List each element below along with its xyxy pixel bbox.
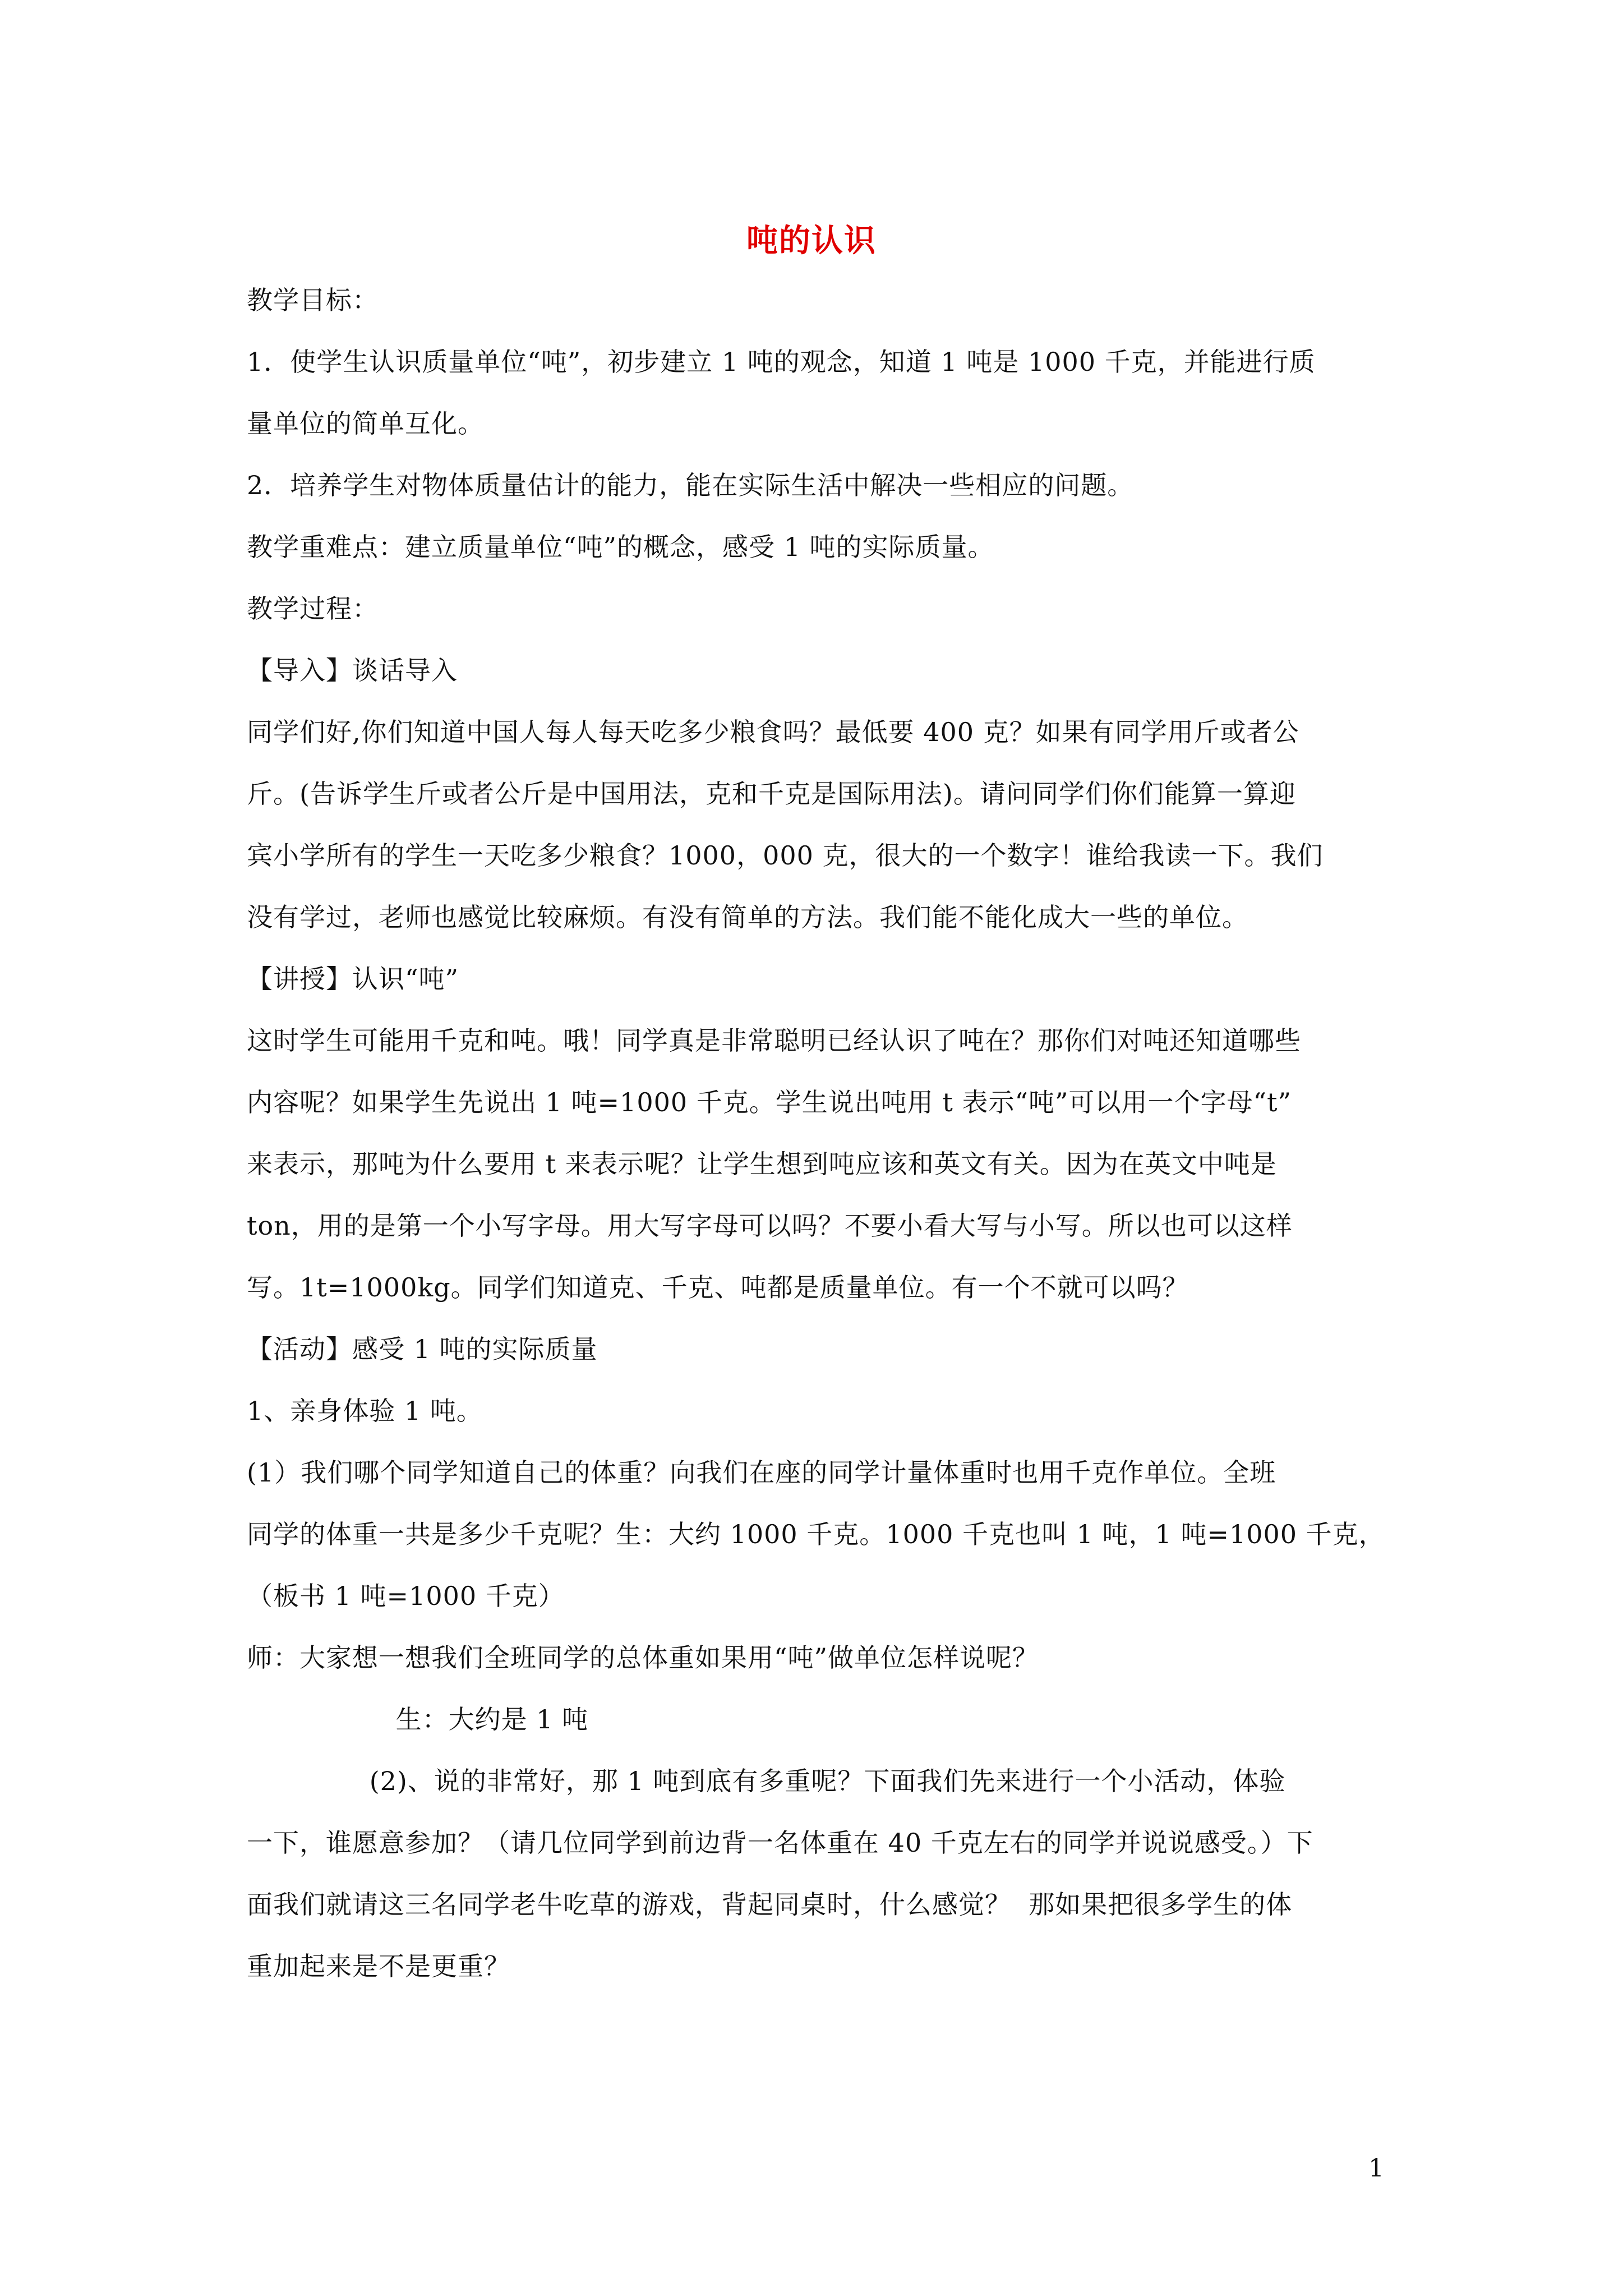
text-line: 同学们好,你们知道中国人每人每天吃多少粮食吗？最低要 400 克？如果有同学用斤或者公 [247,717,1299,747]
text-line: 教学过程： [247,593,379,624]
paragraph-objective-1 [247,331,1391,454]
paragraph-teacher-question [247,1627,1391,1688]
paragraph-intro-dialogue [247,701,1391,948]
text-line: 同学的体重一共是多少千克呢？生：大约 1000 千克。1000 千克也叫 1 吨，1 吨=1000 千克， [247,1519,1385,1549]
text-line: 1．使学生认识质量单位“吨”，初步建立 1 吨的观念，知道 1 吨是 1000 千克，并能进行质 [247,347,1316,377]
text-line: 1、亲身体验 1 吨。 [247,1396,483,1426]
text-line: 重加起来是不是更重？ [247,1951,510,1981]
document-title: 吨的认识 [746,222,877,259]
text-line: 生：大约是 1 吨 [247,1704,589,1734]
text-line: 一下，谁愿意参加？（请几位同学到前边背一名体重在 40 千克左右的同学并说说感受。）下 [247,1828,1313,1858]
section-heading-intro [247,639,1391,701]
text-line: 这时学生可能用千克和吨。哦！同学真是非常聪明已经认识了吨在？那你们对吨还知道哪些 [247,1025,1301,1056]
text-line: 教学重难点：建立质量单位“吨”的概念，感受 1 吨的实际质量。 [247,532,994,562]
text-line: (1）我们哪个同学知道自己的体重？向我们在座的同学计量体重时也用千克作单位。全班 [247,1457,1276,1488]
text-line: 教学目标： [247,285,379,315]
paragraph-objectives-heading [247,269,1391,331]
section-heading-teaching [247,948,1391,1010]
paragraph-key-difficulty [247,516,1391,578]
text-line: 量单位的简单互化。 [247,408,484,439]
text-line: 宾小学所有的学生一天吃多少粮食？1000，000 克，很大的一个数字！谁给我读一下。我们 [247,840,1324,871]
text-line: 师：大家想一想我们全班同学的总体重如果用“吨”做单位怎样说呢？ [247,1642,1039,1673]
text-line: 来表示，那吨为什么要用 t 来表示呢？让学生想到吨应该和英文有关。因为在英文中吨是 [247,1149,1277,1179]
paragraph-objective-2 [247,454,1391,516]
text-line: 【活动】感受 1 吨的实际质量 [247,1334,598,1364]
text-line: (2)、说的非常好，那 1 吨到底有多重呢？下面我们先来进行一个小活动，体验 [247,1766,1286,1796]
paragraph-process-heading [247,578,1391,639]
text-line: （板书 1 吨=1000 千克） [247,1581,565,1611]
page-number: 1 [1368,2154,1384,2183]
text-line: 面我们就请这三名同学老牛吃草的游戏，背起同桌时，什么感觉？ 那如果把很多学生的体 [247,1889,1293,1920]
text-line: 【导入】谈话导入 [247,655,458,685]
paragraph-student-answer [247,1688,1391,1750]
text-line: ton，用的是第一个小写字母。用大写字母可以吗？不要小看大写与小写。所以也可以这样 [247,1211,1293,1241]
text-line: 2．培养学生对物体质量估计的能力，能在实际生活中解决一些相应的问题。 [247,470,1134,500]
text-line: 内容呢？如果学生先说出 1 吨=1000 千克。学生说出吨用 t 表示“吨”可以用一个字母“t” [247,1087,1292,1117]
paragraph-activity-1-2 [247,1750,1391,1997]
paragraph-teaching-content [247,1010,1391,1318]
text-line: 【讲授】认识“吨” [247,964,459,994]
text-line: 没有学过，老师也感觉比较麻烦。有没有简单的方法。我们能不能化成大一些的单位。 [247,902,1248,932]
text-line: 斤。(告诉学生斤或者公斤是中国用法，克和千克是国际用法)。请问同学们你们能算一算迎 [247,779,1296,809]
paragraph-activity-1 [247,1380,1391,1442]
paragraph-activity-1-1 [247,1442,1391,1627]
text-line: 写。1t=1000kg。同学们知道克、千克、吨都是质量单位。有一个不就可以吗？ [247,1272,1189,1303]
section-heading-activity [247,1318,1391,1380]
